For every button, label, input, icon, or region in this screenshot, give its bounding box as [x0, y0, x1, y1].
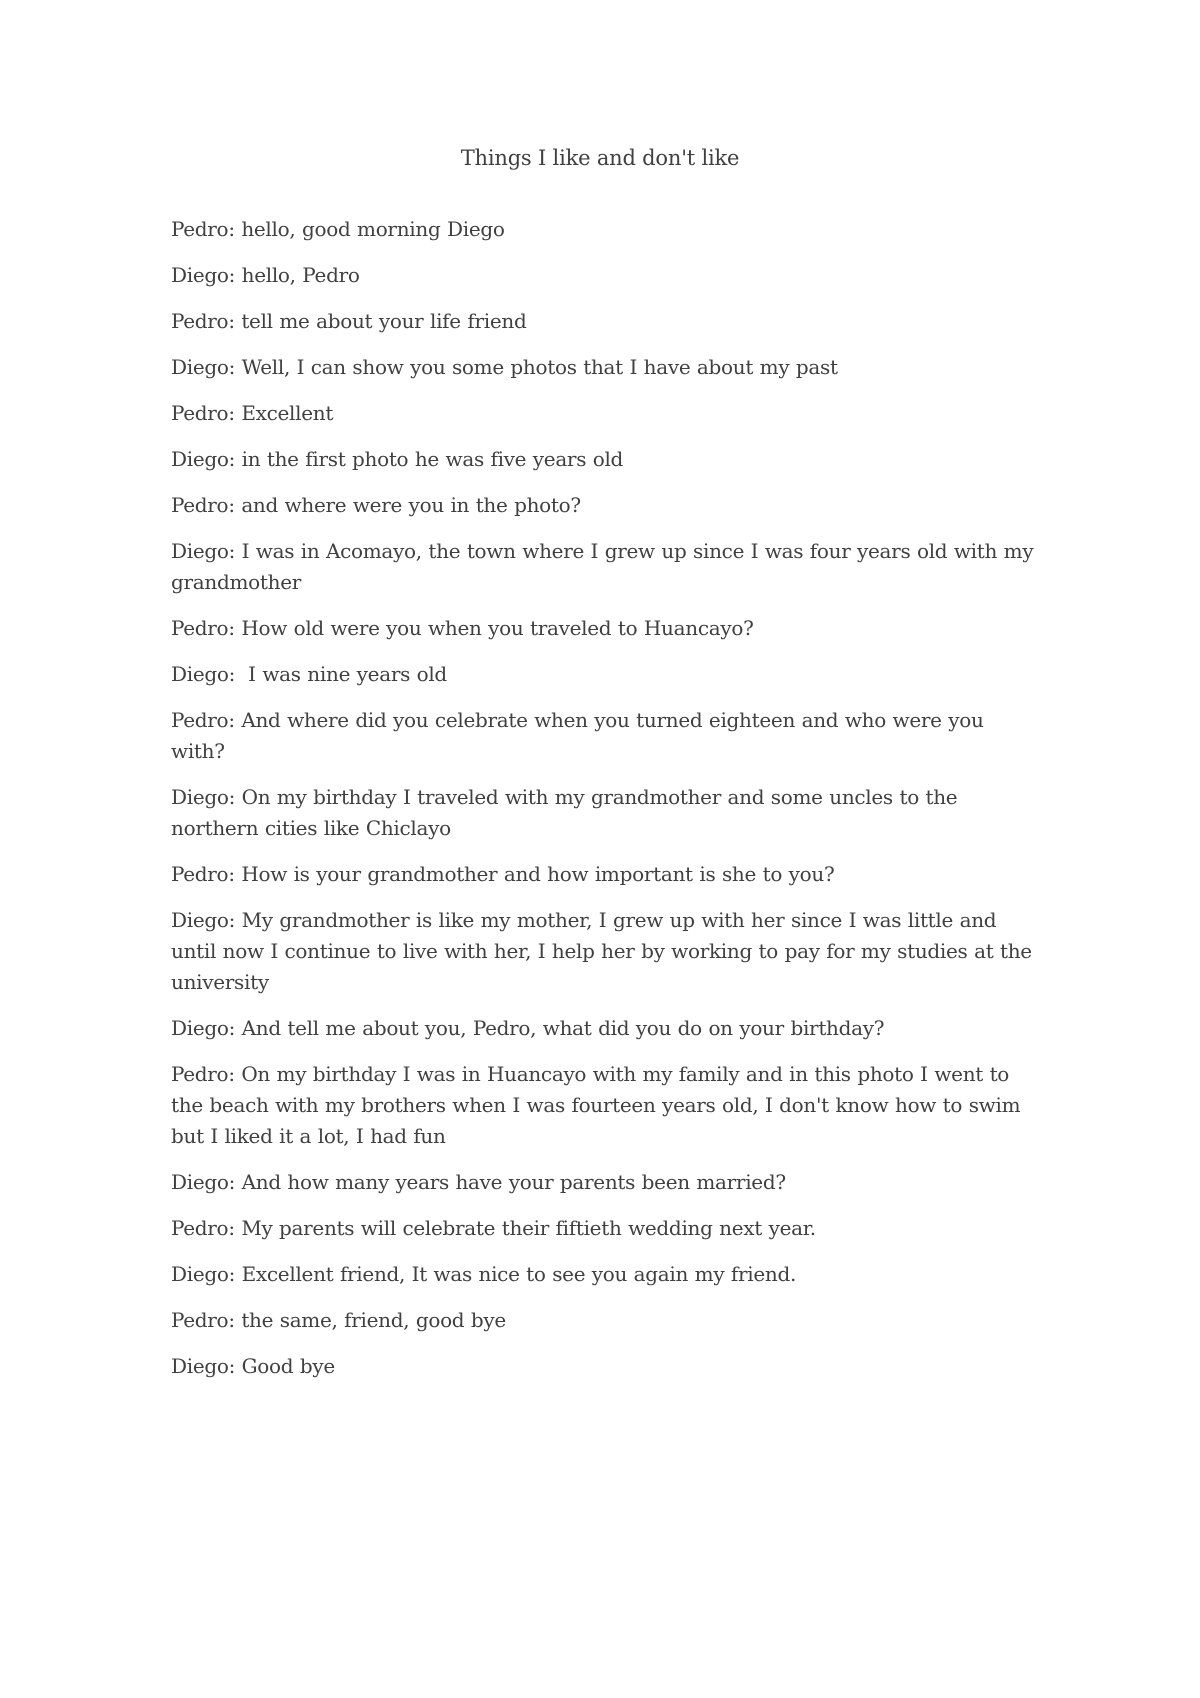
dialogue-line: [171, 214, 1041, 245]
speaker-name: Diego :: [171, 1354, 242, 1378]
line-text: tell me about your life friend: [241, 309, 527, 333]
dialogue-line: [171, 260, 1041, 291]
line-text: Excellent: [241, 401, 334, 425]
dialogue-body: [171, 214, 1041, 1397]
line-text: I was nine years old: [241, 662, 447, 686]
line-text: hello, good morning Diego: [241, 217, 505, 241]
dialogue-line: [171, 659, 1041, 690]
dialogue-line: [171, 613, 1041, 644]
dialogue-line: [171, 1167, 1041, 1198]
speaker-name: Pedro :: [171, 217, 241, 241]
speaker-name: Pedro :: [171, 1062, 241, 1086]
speaker-name: Pedro :: [171, 493, 241, 517]
line-text: And how many years have your parents been married?: [241, 1170, 786, 1194]
dialogue-line: [171, 306, 1041, 337]
dialogue-line: [171, 536, 1041, 598]
dialogue-line: [171, 859, 1041, 890]
speaker-name: Diego :: [171, 355, 242, 379]
dialogue-line: [171, 490, 1041, 521]
speaker-name: Pedro :: [171, 309, 241, 333]
line-text: Good bye: [241, 1354, 335, 1378]
line-text: And where did you celebrate when you turned eighteen and who were you with?: [171, 708, 984, 763]
line-text: How old were you when you traveled to Huancayo?: [241, 616, 754, 640]
line-text: And tell me about you, Pedro, what did you do on your birthday?: [241, 1016, 885, 1040]
line-text: How is your grandmother and how important is she to you?: [241, 862, 835, 886]
dialogue-line: [171, 1351, 1041, 1382]
speaker-name: Pedro :: [171, 1308, 241, 1332]
speaker-name: Diego :: [171, 908, 242, 932]
speaker-name: Pedro :: [171, 401, 241, 425]
line-text: hello, Pedro: [241, 263, 360, 287]
line-text: Excellent friend, It was nice to see you again my friend.: [241, 1262, 797, 1286]
dialogue-line: [171, 705, 1041, 767]
line-text: and where were you in the photo?: [241, 493, 581, 517]
line-text: in the first photo he was five years old: [241, 447, 624, 471]
line-text: Well, I can show you some photos that I have about my past: [241, 355, 838, 379]
dialogue-line: [171, 1013, 1041, 1044]
speaker-name: Pedro :: [171, 616, 241, 640]
dialogue-line: [171, 1305, 1041, 1336]
line-text: On my birthday I traveled with my grandmother and some uncles to the northern cities like Chiclayo: [171, 785, 958, 840]
dialogue-line: [171, 905, 1041, 998]
line-text: I was in Acomayo, the town where I grew up since I was four years old with my grandmother: [171, 539, 1034, 594]
speaker-name: Diego :: [171, 447, 242, 471]
dialogue-line: [171, 1213, 1041, 1244]
line-text: On my birthday I was in Huancayo with my family and in this photo I went to the beach with my brothers when I was fourteen years old, I don't know how to swim but I liked it a lot, I had fun: [171, 1062, 1021, 1148]
speaker-name: Pedro :: [171, 1216, 241, 1240]
speaker-name: Pedro :: [171, 708, 241, 732]
speaker-name: Diego :: [171, 1262, 242, 1286]
dialogue-line: [171, 1059, 1041, 1152]
line-text: My grandmother is like my mother, I grew up with her since I was little and until now I continue to live with her, I help her by working to pay for my studies at the university: [171, 908, 1032, 994]
speaker-name: Diego :: [171, 785, 242, 809]
dialogue-line: [171, 398, 1041, 429]
speaker-name: Diego :: [171, 1170, 242, 1194]
dialogue-line: [171, 444, 1041, 475]
speaker-name: Diego :: [171, 263, 242, 287]
line-text: My parents will celebrate their fiftieth wedding next year.: [241, 1216, 816, 1240]
dialogue-line: [171, 1259, 1041, 1290]
line-text: the same, friend, good bye: [241, 1308, 506, 1332]
speaker-name: Pedro :: [171, 862, 241, 886]
speaker-name: Diego :: [171, 662, 242, 686]
document-title: Things I like and don't like: [460, 146, 740, 170]
dialogue-line: [171, 782, 1041, 844]
dialogue-line: [171, 352, 1041, 383]
speaker-name: Diego :: [171, 1016, 242, 1040]
speaker-name: Diego :: [171, 539, 242, 563]
